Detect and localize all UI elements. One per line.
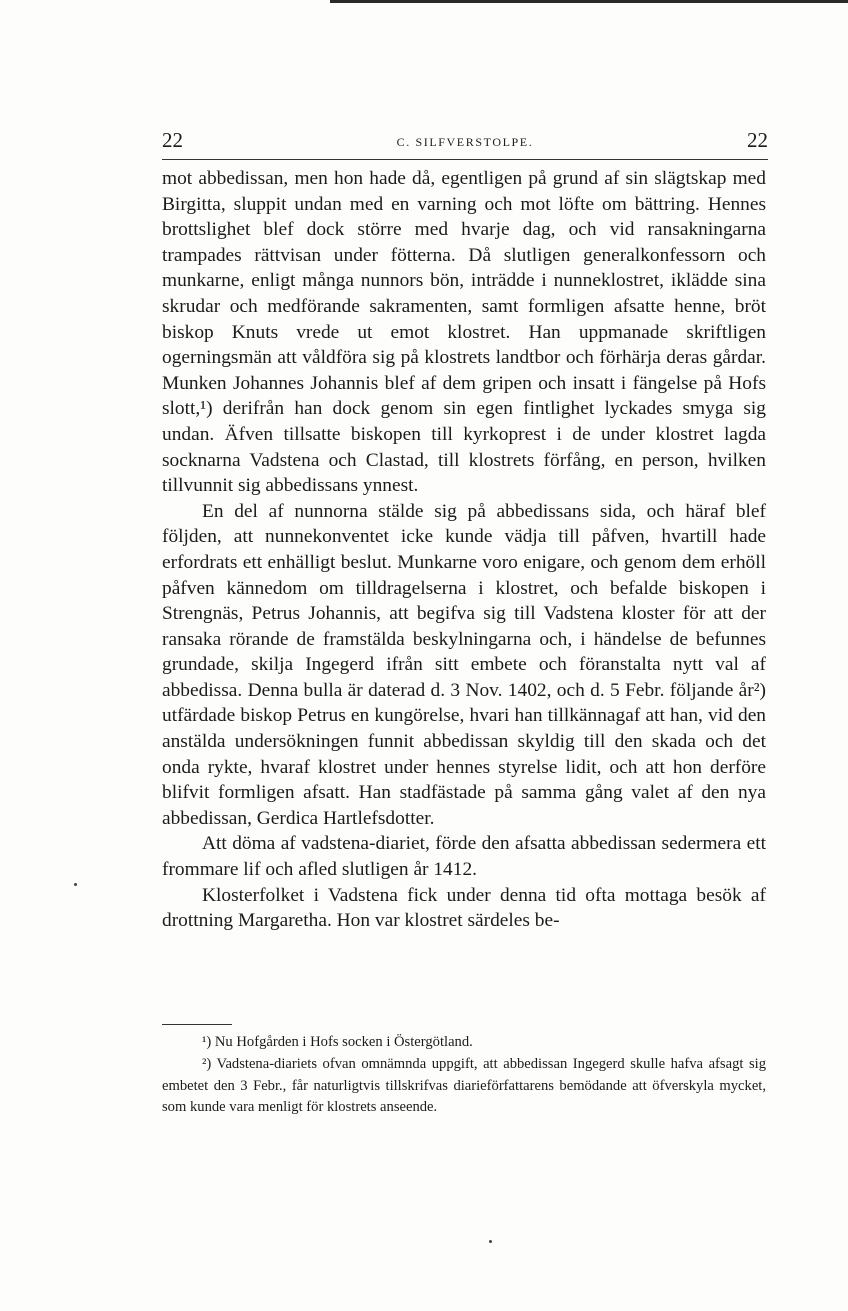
footnote: ²) Vadstena-diariets ofvan omnämnda uppgift, att abbedissan Ingegerd skulle hafva afsagt sig embetet den 3 Febr., får naturligtvis tillskrifvas diarieförfattarens bemödande att öfverskyla mycket, som kunde vara menligt för klostrets anseende. bbox=[162, 1055, 766, 1116]
page-number-left: 22 bbox=[162, 128, 183, 152]
running-head: C. SILFVERSTOLPE. bbox=[396, 135, 534, 149]
paragraph: En del af nunnorna stälde sig på abbedissans sida, och häraf blef följden, att nunnekonventet icke kunde vädja till påfven, hvartill hade erfordrats ett enhälligt beslut. Munkarne voro enigare, och genom dem erhöll påfven kännedom om tilldragelserna i klostret, och befalde biskopen i Strengnäs, Petrus Johannis, att begifva sig till Vadstena kloster för att der ransaka rörande de framstälda beskylningarna och, i händelse de befunnes grundade, skilja Ingegerd ifrån sitt embete och föranstalta nytt val af abbedissa. Denna bulla är daterad d. 3 Nov. 1402, och d. 5 Febr. följande år²) utfärdade biskop Petrus en kungörelse, hvari han tillkännagaf att han, vid den anstälda undersökningen funnit abbedissan skyldig till den skada och det onda rykte, hvaraf klostret under hennes styrelse lidit, och att hon derföre blifvit formligen afsatt. Han stadfästade på samma gång valet af den nya abbedissan, Gerdica Hartlefsdotter. bbox=[162, 500, 766, 829]
header-rule bbox=[162, 159, 768, 160]
body-text bbox=[162, 166, 766, 934]
footnotes bbox=[162, 1032, 766, 1119]
page-number-right: 22 bbox=[747, 128, 768, 152]
footnote: ¹) Nu Hofgården i Hofs socken i Östergötland. bbox=[202, 1034, 473, 1050]
paragraph: mot abbedissan, men hon hade då, egentligen på grund af sin slägtskap med Birgitta, sluppit undan med en varning och mot löfte om bättring. Hennes brottslighet blef dock större med hvarje dag, och vid ransakningarna trampades rättvisan under fötterna. Då slutligen generalkonfessorn och munkarne, enligt många nunnors bön, inträdde i nunneklostret, iklädde sina skrudar och medförande sakramenten, samt formligen afsatte henne, bröt biskop Knuts vrede ut emot klostret. Han uppmanade skriftligen ogerningsmän att våldföra sig på klostrets landtbor och förhärja deras gårdar. Munken Johannes Johannis blef af dem gripen och insatt i fängelse på Hofs slott,¹) derifrån han dock genom sin egen fintlighet lyckades smyga sig undan. Äfven tillsatte biskopen till kyrkoprest i de under klostret lagda socknarna Vadstena och Clastad, till klostrets förfång, en person, hvilken tillvunnit sig abbedissans ynnest. bbox=[162, 168, 766, 497]
paragraph: Att döma af vadstena-diariet, förde den afsatta abbedissan sedermera ett frommare lif och afled slutligen år 1412. bbox=[162, 833, 766, 881]
bottom-speck bbox=[489, 1240, 492, 1243]
footnote-rule bbox=[162, 1024, 232, 1025]
page-header bbox=[162, 126, 768, 156]
paragraph: Klosterfolket i Vadstena fick under denna tid ofta mottaga besök af drottning Margaretha. Hon var klostret särdeles be- bbox=[162, 884, 766, 932]
margin-speck bbox=[74, 883, 77, 886]
top-edge-rule bbox=[330, 0, 848, 3]
